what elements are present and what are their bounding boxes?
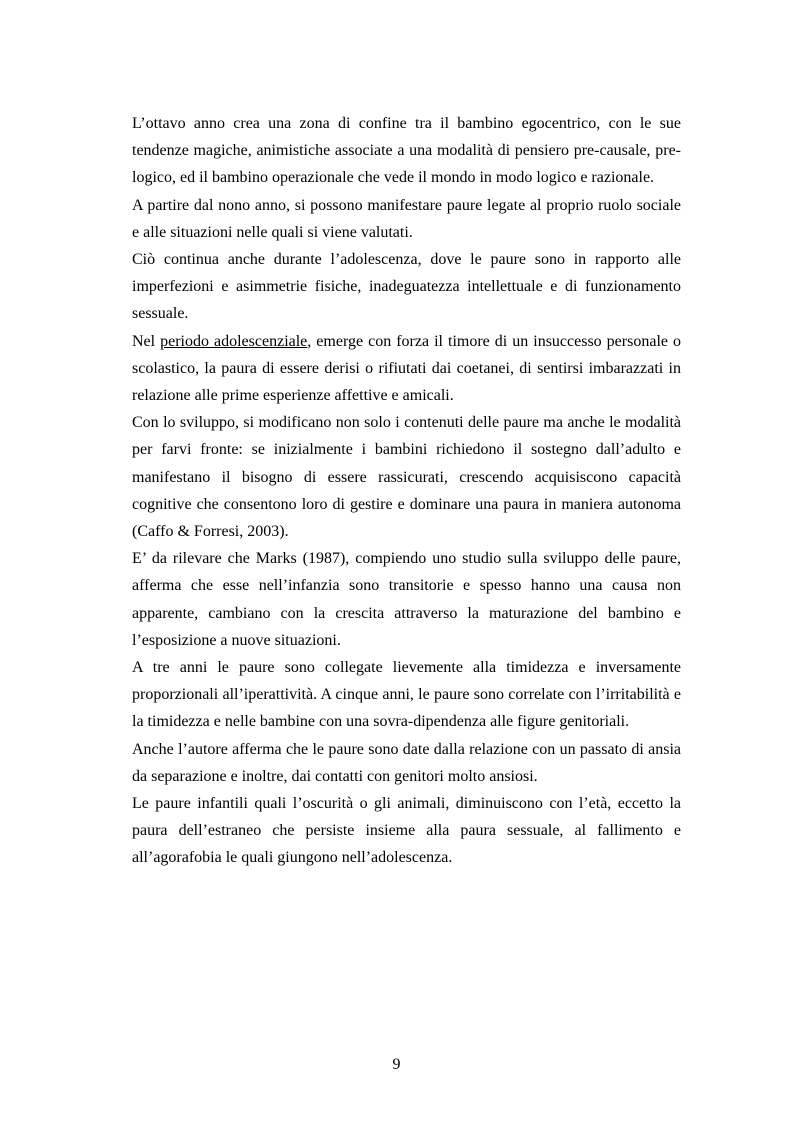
paragraph-3: Ciò continua anche durante l’adolescenza, dove le paure sono in rapporto alle imperfezioni e asimmetrie fisiche, inadeguatezza intellettuale e di funzionamento sessuale.	[132, 251, 681, 323]
paragraph-7: A tre anni le paure sono collegate lievemente alla timidezza e inversamente proporzionali all’iperattività. A cinque anni, le paure sono correlate con l’irritabilità e la timidezza e nelle bambine con una sovra-dipendenza alle figure genitoriali.	[132, 659, 681, 731]
paragraph-4	[132, 328, 681, 410]
paragraph-4-rest: , emerge con forza il timore di un insuccesso personale o scolastico, la paura di essere derisi o rifiutati dai coetanei, di sentirsi imbarazzati in relazione alle prime esperienze affettive e amicali.	[132, 332, 681, 405]
paragraph-9: Le paure infantili quali l’oscurità o gli animali, diminuiscono con l’età, eccetto la paura dell’estraneo che persiste insieme alla paura sessuale, al fallimento e all’agorafobia le quali giungono nell’adolescenza.	[132, 795, 681, 867]
paragraph-1: L’ottavo anno crea una zona di confine tra il bambino egocentrico, con le sue tendenze magiche, animistiche associate a una modalità di pensiero pre-causale, pre-logico, ed il bambino operazionale che vede il mondo in modo logico e razionale.	[132, 115, 681, 187]
paragraph-2: A partire dal nono anno, si possono manifestare paure legate al proprio ruolo sociale e alle situazioni nelle quali si viene valutati.	[132, 196, 681, 241]
underlined-term: periodo adolescenziale	[160, 332, 308, 350]
paragraph-4-lead: Nel	[132, 332, 161, 350]
paragraph-6: E’ da rilevare che Marks (1987), compiendo uno studio sulla sviluppo delle paure, afferma che esse nell’infanzia sono transitorie e spesso hanno una causa non apparente, cambiano con la crescita attraverso la maturazione del bambino e l’esposizione a nuove situazioni.	[132, 550, 681, 649]
paragraph-5: Con lo sviluppo, si modificano non solo i contenuti delle paure ma anche le modalità per farvi fronte: se inizialmente i bambini richiedono il sostegno dall’adulto e manifestano il bisogno di essere rassicurati, crescendo acquisiscono capacità cognitive che consentono loro di gestire e dominare una paura in maniera autonoma (Caffo & Forresi, 2003).	[132, 414, 681, 541]
paragraph-8: Anche l’autore afferma che le paure sono date dalla relazione con un passato di ansia da separazione e inoltre, dai contatti con genitori molto ansiosi.	[132, 740, 681, 785]
page-body	[132, 110, 681, 872]
page-number: 9	[392, 1056, 401, 1073]
